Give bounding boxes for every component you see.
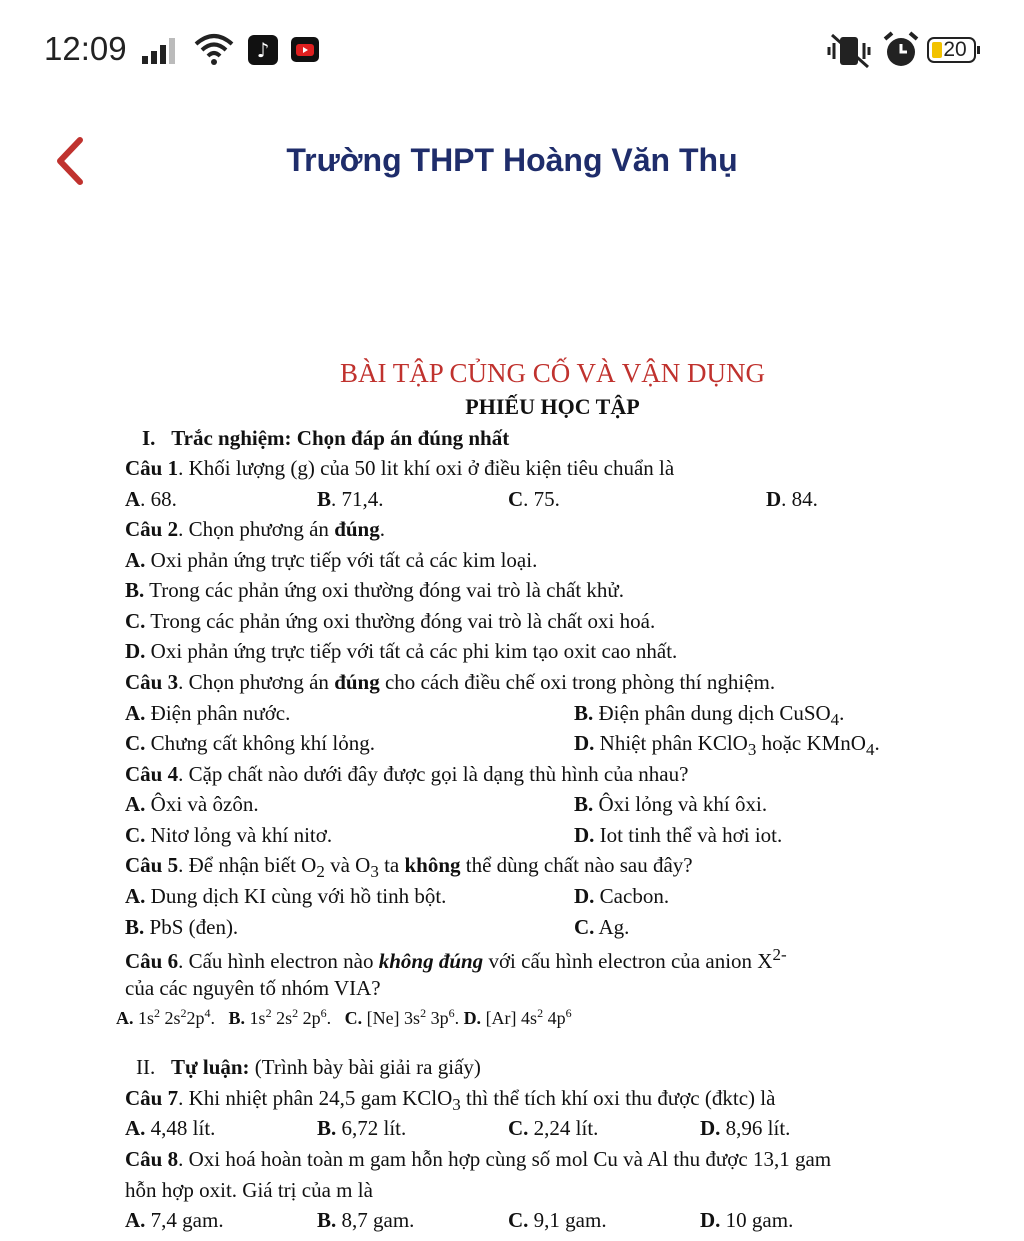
q2-option-c: C. Trong các phản ứng oxi thường đóng vai trò là chất oxi hoá. <box>125 609 656 633</box>
q1-option-d: D. 84. <box>766 487 818 511</box>
q3-option-a: A. Điện phân nước. <box>125 701 291 725</box>
question-6: Câu 6. Cấu hình electron nào không đúng với cấu hình electron của anion $X^{2-}$ <box>125 945 787 973</box>
q4-option-a: A. Ôxi và ôzôn. <box>125 792 259 816</box>
q3-option-d: D. Nhiệt phân KClO$_3$ hoặc KMnO$_4$. <box>574 731 880 760</box>
wifi-icon <box>193 32 235 66</box>
tiktok-icon: ♪ <box>248 35 278 65</box>
status-bar <box>0 0 1024 100</box>
question-2: Câu 2. Chọn phương án đúng. <box>125 517 385 541</box>
page-title: Trường THPT Hoàng Văn Thụ <box>286 142 738 178</box>
question-4: Câu 4. Cặp chất nào dưới đây được gọi là dạng thù hình của nhau? <box>125 762 689 786</box>
q8-option-c: C. 9,1 gam. <box>508 1208 607 1232</box>
q2-option-d: D. Oxi phản ứng trực tiếp với tất cả các phi kim tạo oxit cao nhất. <box>125 639 678 663</box>
q3-option-b: B. Điện phân dung dịch CuSO$_4$. <box>574 701 845 730</box>
q1-option-a: A. 68. <box>125 487 177 511</box>
q8-option-a: A. 7,4 gam. <box>125 1208 224 1232</box>
q5-option-a: A. Dung dịch KI cùng với hồ tinh bột. <box>125 884 447 908</box>
q4-option-d: D. Iot tinh thể và hơi iot. <box>574 823 783 847</box>
q7-option-b: B. 6,72 lít. <box>317 1116 407 1140</box>
q4-option-b: B. Ôxi lỏng và khí ôxi. <box>574 792 768 816</box>
q6-options: A. $1s^2$ $2s^22p^4$. B. $1s^2$ $2s^2$ $2p^6$. C. [Ne] $3s^2$ $3p^6$. D. [Ar] $4s^2$ $4p^6$ <box>116 1006 572 1028</box>
q3-option-c: C. Chưng cất không khí lỏng. <box>125 731 375 755</box>
question-8-line2: hỗn hợp oxit. Giá trị của m là <box>125 1178 373 1202</box>
q2-option-a: A. Oxi phản ứng trực tiếp với tất cả các kim loại. <box>125 548 538 572</box>
q7-option-c: C. 2,24 lít. <box>508 1116 599 1140</box>
doc-title: BÀI TẬP CỦNG CỐ VÀ VẬN DỤNG <box>339 358 766 388</box>
q1-option-c: C. 75. <box>508 487 560 511</box>
section-2-heading: II. Tự luận: (Trình bày bài giải ra giấy) <box>136 1055 481 1079</box>
question-7: Câu 7. Khi nhiệt phân 24,5 gam KClO$_3$ thì thể tích khí oxi thu được (đktc) là <box>125 1086 776 1115</box>
section-1-heading: I. Trắc nghiệm: Chọn đáp án đúng nhất <box>142 426 510 450</box>
alarm-icon <box>882 31 920 69</box>
status-time: 12:09 <box>44 30 127 67</box>
signal-icon <box>142 36 182 66</box>
q4-option-c: C. Nitơ lỏng và khí nitơ. <box>125 823 333 847</box>
q5-option-d: D. Cacbon. <box>574 884 670 908</box>
q7-option-a: A. 4,48 lít. <box>125 1116 216 1140</box>
question-3: Câu 3. Chọn phương án đúng cho cách điều chế oxi trong phòng thí nghiệm. <box>125 670 776 694</box>
vibrate-off-icon <box>826 33 874 69</box>
question-6-line2: của các nguyên tố nhóm VIA? <box>125 976 381 1000</box>
q7-option-d: D. 8,96 lít. <box>700 1116 791 1140</box>
q8-option-b: B. 8,7 gam. <box>317 1208 415 1232</box>
youtube-icon <box>291 37 319 62</box>
doc-subtitle: PHIẾU HỌC TẬP <box>465 394 640 419</box>
q2-option-b: B. Trong các phản ứng oxi thường đóng vai trò là chất khử. <box>125 578 625 602</box>
question-1: Câu 1. Khối lượng (g) của 50 lit khí oxi ở điều kiện tiêu chuẩn là <box>125 456 675 480</box>
question-5: Câu 5. Để nhận biết $O_2$ và $O_3$ ta không thể dùng chất nào sau đây? <box>125 853 693 882</box>
q1-option-b: B. 71,4. <box>317 487 384 511</box>
question-8: Câu 8. Oxi hoá hoàn toàn m gam hỗn hợp cùng số mol Cu và Al thu được 13,1 gam <box>125 1147 832 1171</box>
q8-option-d: D. 10 gam. <box>700 1208 794 1232</box>
q5-option-c: C. Ag. <box>574 915 630 939</box>
q5-option-b: B. PbS (đen). <box>125 915 239 939</box>
battery-level: 20 <box>943 38 967 61</box>
